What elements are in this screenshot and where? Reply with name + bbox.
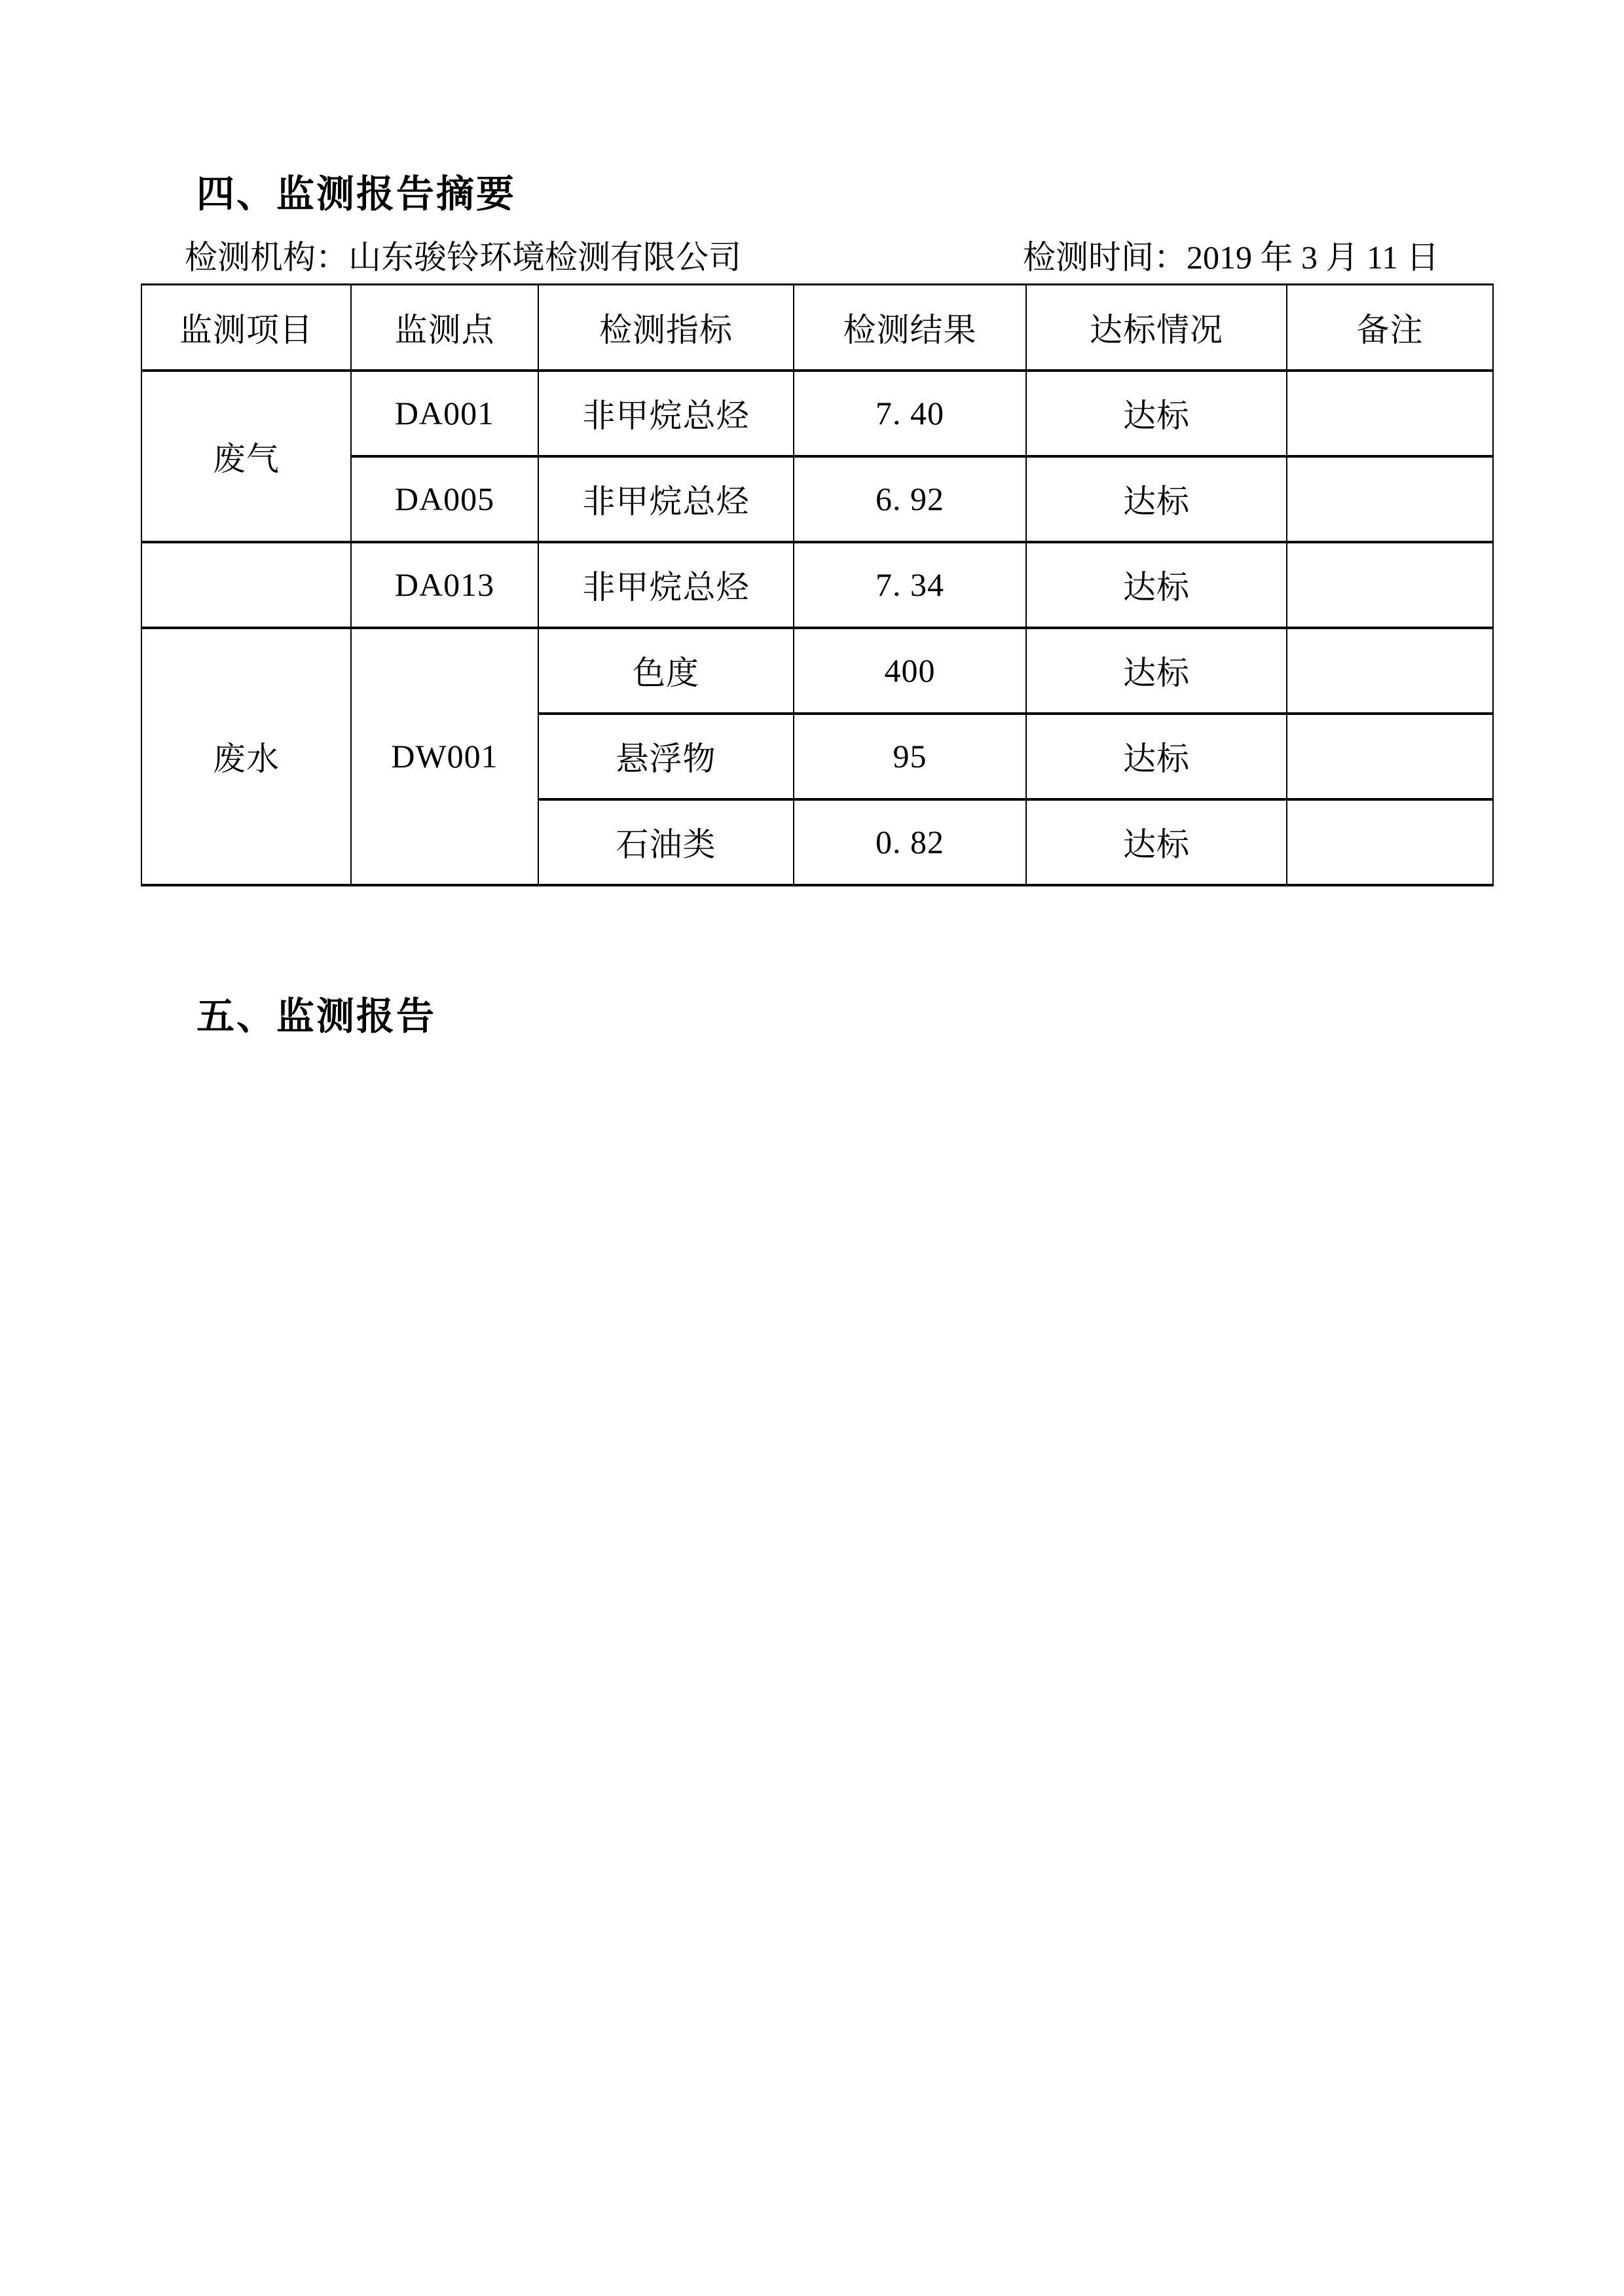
meta-line bbox=[0, 240, 1624, 275]
cell-remark bbox=[1287, 542, 1493, 628]
section-5-heading: 五、监测报告 bbox=[196, 995, 437, 1038]
section-4-heading: 四、监测报告摘要 bbox=[196, 173, 517, 215]
cell-status: 达标 bbox=[1026, 628, 1287, 714]
cell-status: 达标 bbox=[1026, 542, 1287, 628]
cell-result: 0. 82 bbox=[794, 799, 1026, 885]
cell-status: 达标 bbox=[1026, 714, 1287, 799]
cell-point-dw001: DW001 bbox=[351, 628, 538, 885]
col-header-remark: 备注 bbox=[1287, 285, 1493, 371]
cell-indicator: 非甲烷总烃 bbox=[538, 456, 794, 542]
monitoring-summary-table bbox=[141, 283, 1494, 886]
col-header-indicator: 检测指标 bbox=[538, 285, 794, 371]
cell-remark bbox=[1287, 714, 1493, 799]
col-header-status: 达标情况 bbox=[1026, 285, 1287, 371]
cell-remark bbox=[1287, 799, 1493, 885]
cell-project-waste-gas: 废气 bbox=[141, 371, 351, 542]
cell-indicator: 非甲烷总烃 bbox=[538, 371, 794, 456]
col-header-project: 监测项目 bbox=[141, 285, 351, 371]
table-header-row bbox=[141, 285, 1493, 371]
cell-remark bbox=[1287, 371, 1493, 456]
cell-status: 达标 bbox=[1026, 799, 1287, 885]
table-row bbox=[141, 542, 1493, 628]
cell-result: 95 bbox=[794, 714, 1026, 799]
cell-project-waste-water: 废水 bbox=[141, 628, 351, 885]
inspection-agency-text: 检测机构：山东骏铃环境检测有限公司 bbox=[185, 239, 741, 276]
cell-project-empty bbox=[141, 542, 351, 628]
cell-remark bbox=[1287, 628, 1493, 714]
cell-remark bbox=[1287, 456, 1493, 542]
cell-point: DA001 bbox=[351, 371, 538, 456]
cell-status: 达标 bbox=[1026, 456, 1287, 542]
table-row bbox=[141, 371, 1493, 456]
col-header-point: 监测点 bbox=[351, 285, 538, 371]
cell-indicator: 石油类 bbox=[538, 799, 794, 885]
cell-result: 400 bbox=[794, 628, 1026, 714]
cell-result: 7. 34 bbox=[794, 542, 1026, 628]
cell-result: 6. 92 bbox=[794, 456, 1026, 542]
cell-result: 7. 40 bbox=[794, 371, 1026, 456]
inspection-date-text: 检测时间：2019 年 3 月 11 日 bbox=[1023, 239, 1439, 276]
table-row bbox=[141, 628, 1493, 714]
cell-point: DA013 bbox=[351, 542, 538, 628]
cell-status: 达标 bbox=[1026, 371, 1287, 456]
cell-indicator: 非甲烷总烃 bbox=[538, 542, 794, 628]
cell-indicator: 色度 bbox=[538, 628, 794, 714]
col-header-result: 检测结果 bbox=[794, 285, 1026, 371]
cell-indicator: 悬浮物 bbox=[538, 714, 794, 799]
cell-point: DA005 bbox=[351, 456, 538, 542]
